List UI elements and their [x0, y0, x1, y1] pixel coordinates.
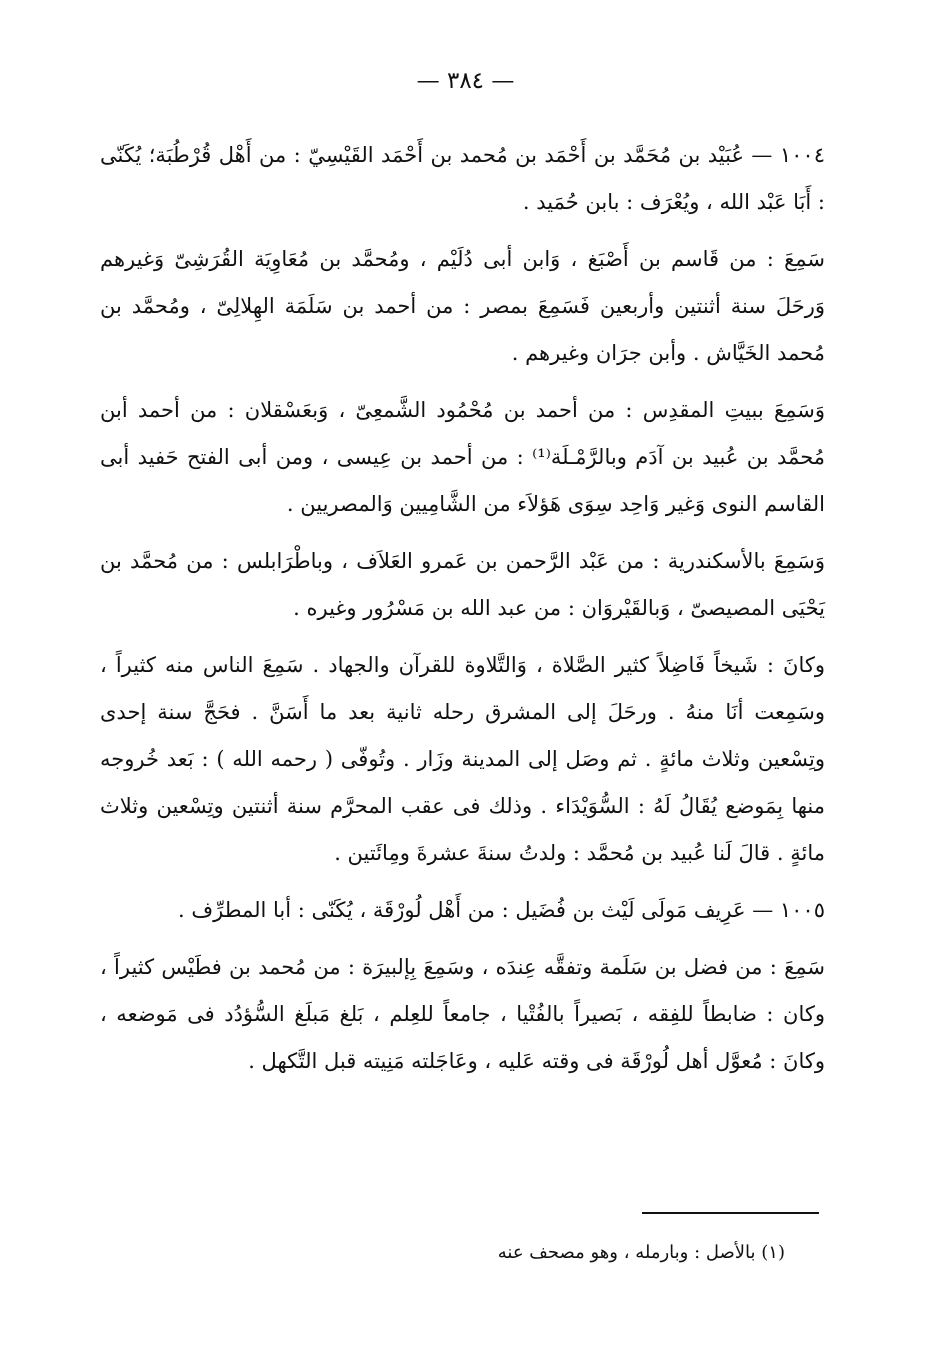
- footnote: (١) بالأصل : وبارمله ، وهو مصحف عنه: [497, 1242, 785, 1263]
- entry-1004-heading: ١٠٠٤ — عُبَيْد بن مُحَمَّد بن أَحْمَد بن مُحمد بن أَحْمَد القَيْسِيّ : من أَهْل قُرْطُبَة؛ يُكَنّى : أَبَا عَبْد الله ، ويُعْرَف : بابن حُمَيد .: [100, 143, 825, 214]
- main-text: [100, 132, 825, 1085]
- page-number: — ٣٨٤ —: [416, 68, 515, 94]
- paragraph-biography: وكانَ : شَيخاً فَاضِلاً كثير الصَّلاة ، وَالتَّلاوة للقرآن والجهاد . سَمِعَ الناس منه كثيراً ، وسَمِعت أنَا منهُ . ورحَلَ إلى المشرق رحله ثانية بعد ما أَسَنَّ . فحَجَّ سنة إحدى وتِسْعين وثلاث مائةٍ . ثم وصَل إلى المدينة وزَار . وتُوفّى ( رحمه الله ) : بَعد خُروجه منها بِمَوضع يُقَالُ لَهُ : السُّوَيْدَاء . وذلك فى عقب المحرَّم سنة أثنتين وتِسْعين وثلاث مائةٍ . قالَ لَنا عُبيد بن مُحمَّد : ولدتُ سنةَ عشرةَ ومِائَتين .: [100, 653, 825, 865]
- footnote-divider: [642, 1212, 819, 1214]
- paragraph-entry-1005: سَمِعَ : من فضل بن سَلَمة وتفقَّه عِندَه ، وسَمِعَ بِإلبيرَة : من مُحمد بن فطَيْس كثيراً ، وكان : ضابطاً للفِقه ، بَصيراً بالفُتْيا ، جامعاً للعِلم ، بَلغ مَبلَغ السُّؤدُد فى مَوضعه ، وكانَ : مُعوَّل أهل لُورْقَة فى وقته عَليه ، وعَاجَلته مَنِيته قبل التَّكهل .: [100, 955, 825, 1073]
- paragraph-alexandria: وَسَمِعَ بالأسكندرية : من عَبْد الرَّحمن بن عَمرو العَلاَف ، وباطْرَابلس : من مُحمَّد بن يَحْيَى المصيصىّ ، وَبالقَيْروَان : من عبد الله بن مَسْرُور وغيره .: [100, 549, 825, 620]
- entry-1005-heading: ١٠٠٥ — عَرِيف مَولَى لَيْث بن فُضَيل : من أَهْل لُورْقَة ، يُكَنّى : أبا المطرِّف .: [178, 898, 825, 922]
- paragraph-teachers: سَمِعَ : من قَاسم بن أَصْبَغ ، وَابن أبى دُلَيْم ، ومُحمَّد بن مُعَاوِيَة القُرَشِىّ وَغيرهم وَرحَلَ سنة أثنتين وأربعين فَسَمِعَ بمصر : من أحمد بن سَلَمَة الهِلالِىّ ، ومُحمَّد بن مُحمد الخَيَّاش . وأبن جرَان وغيرهم .: [100, 247, 825, 365]
- paragraph-jerusalem: وَسَمِعَ ببيتِ المقدِس : من أحمد بن مُحْمُود الشَّمعِىّ ، وَبعَسْقلان : من أحمد أبن مُحمَّد بن عُبيد بن آدَم وبالرَّمْـلَة⁽¹⁾ : من أحمد بن عِيسى ، ومن أبى الفتح حَفيد أبى القاسم النوى وَغير وَاحِد سِوَى هَؤلاَء من الشَّامِيين وَالمصريين .: [100, 398, 826, 516]
